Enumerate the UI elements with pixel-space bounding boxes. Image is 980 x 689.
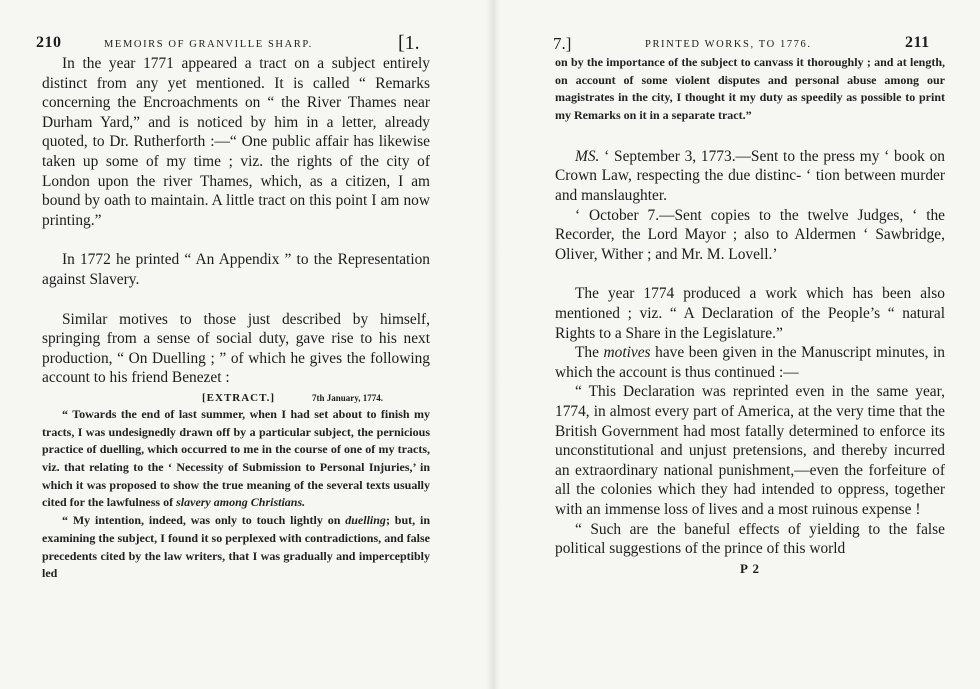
spacer: [555, 125, 945, 147]
ms-entry-text: ‘ September 3, 1773.—Sent to the press my ‘ book on Crown Law, respecting the due distinc- ‘ tion between murder and manslaughter.: [555, 147, 945, 204]
left-paragraph-2: In 1772 he printed “ An Appendix ” to the Representation against Slavery.: [42, 251, 430, 288]
extract-date: 7th January, 1774.: [312, 392, 384, 403]
right-paragraph-6: “ This Declaration was reprinted even in the same year, 1774, in almost every part of America, at the very time that the British Government had most fatally determined to enforce its unconstitutional and unjust pretensions, and thereby incurred an extraordinary national punishment,—even the forfeiture of all the colonies which they had intended to oppress, together with an immense loss of lives and a most ruinous expense !: [555, 383, 945, 518]
right-running-head: PRINTED WORKS, TO 1776.: [645, 39, 812, 50]
right-page-body: [555, 54, 945, 577]
left-page-number: 210: [36, 34, 62, 51]
paragraph-text: have been given in the Manuscript minutes, in which the account is thus continued :—: [555, 344, 945, 381]
spacer: [42, 230, 430, 250]
left-bracket: [1.: [398, 32, 420, 54]
extract-heading: [42, 390, 430, 406]
right-bracket: 7.]: [553, 34, 572, 53]
paragraph-text: The: [575, 344, 599, 362]
left-page-header: [36, 26, 430, 54]
right-page-header: [555, 26, 945, 54]
extract-text: “ My intention, indeed, was only to touch lightly on: [62, 513, 341, 528]
right-page-number: 211: [905, 34, 930, 51]
spacer: [555, 264, 945, 284]
right-paragraph-7: “ Such are the baneful effects of yielding to the false political suggestions of the prince of this world: [555, 520, 945, 558]
right-paragraph-1: on by the importance of the subject to canvass it thoroughly ; and at length, on account of some violent disputes and personal abuse among our magistrates in the city, I thought it my duty as speedily as possible to print my Remarks on it in a separate tract.”: [555, 55, 945, 123]
extract-italic-text: slavery among Christians.: [176, 495, 306, 510]
extract-italic-text: duelling: [345, 513, 386, 528]
ms-label: MS.: [575, 147, 600, 165]
extract-label: [EXTRACT.]: [202, 391, 276, 404]
signature-mark: P 2: [740, 560, 760, 576]
extract-paragraph-2: [42, 512, 430, 583]
paragraph-italic-text: motives: [603, 344, 651, 362]
left-running-head: MEMOIRS OF GRANVILLE SHARP.: [104, 39, 313, 50]
right-paragraph-2: [555, 147, 945, 206]
extract-text: “ Towards the end of last summer, when I had set about to finish my tracts, I was undesignedly drawn off by a particular subject, the pernicious practice of duelling, which occurred to me in the course of one of my tracts, viz. that relating to the ‘ Necessity of Submission to Personal Injuries,’ in which it was proposed to show the true meaning of the several texts usually cited for the lawfulness of: [42, 406, 430, 510]
extract-text: ; but, in examining the subject, I found it so perplexed with contradictions, and false precedents cited by the law writers, that I was gradually and imperceptibly led: [42, 513, 430, 581]
right-paragraph-5: [555, 343, 945, 382]
spacer: [42, 290, 430, 310]
left-paragraph-3: Similar motives to those just described by himself, springing from a sense of social duty, gave rise to his next production, “ On Duelling ; ” of which he gives the following account to his friend Benezet :: [42, 310, 430, 387]
extract-paragraph-1: [42, 406, 430, 512]
right-page: [555, 26, 945, 686]
left-page: [36, 26, 430, 686]
book-gutter: [486, 0, 500, 689]
right-paragraph-3: ‘ October 7.—Sent copies to the twelve Judges, ‘ the Recorder, the Lord Mayor ; also to Aldermen ‘ Sawbridge, Oliver, Wither ; and Mr. M. Lovell.’: [555, 206, 945, 263]
left-paragraph-1: In the year 1771 appeared a tract on a subject entirely distinct from any yet mentioned. It is called “ Remarks concerning the Encroachments on “ the River Thames near Durham Yard,” and is noticed by him in a letter, already quoted, to Dr. Rutherforth :—“ One public affair has likewise taken up some of my time ; viz. the rights of the city of London upon the river Thames, which, as a citizen, I am bound by oath to maintain. A little tract on this point I am now printing.”: [42, 55, 430, 229]
right-paragraph-4: The year 1774 produced a work which has been also mentioned ; viz. “ A Declaration of the People’s “ natural Rights to a Share in the Legislature.”: [555, 285, 945, 342]
left-page-body: [42, 54, 430, 583]
